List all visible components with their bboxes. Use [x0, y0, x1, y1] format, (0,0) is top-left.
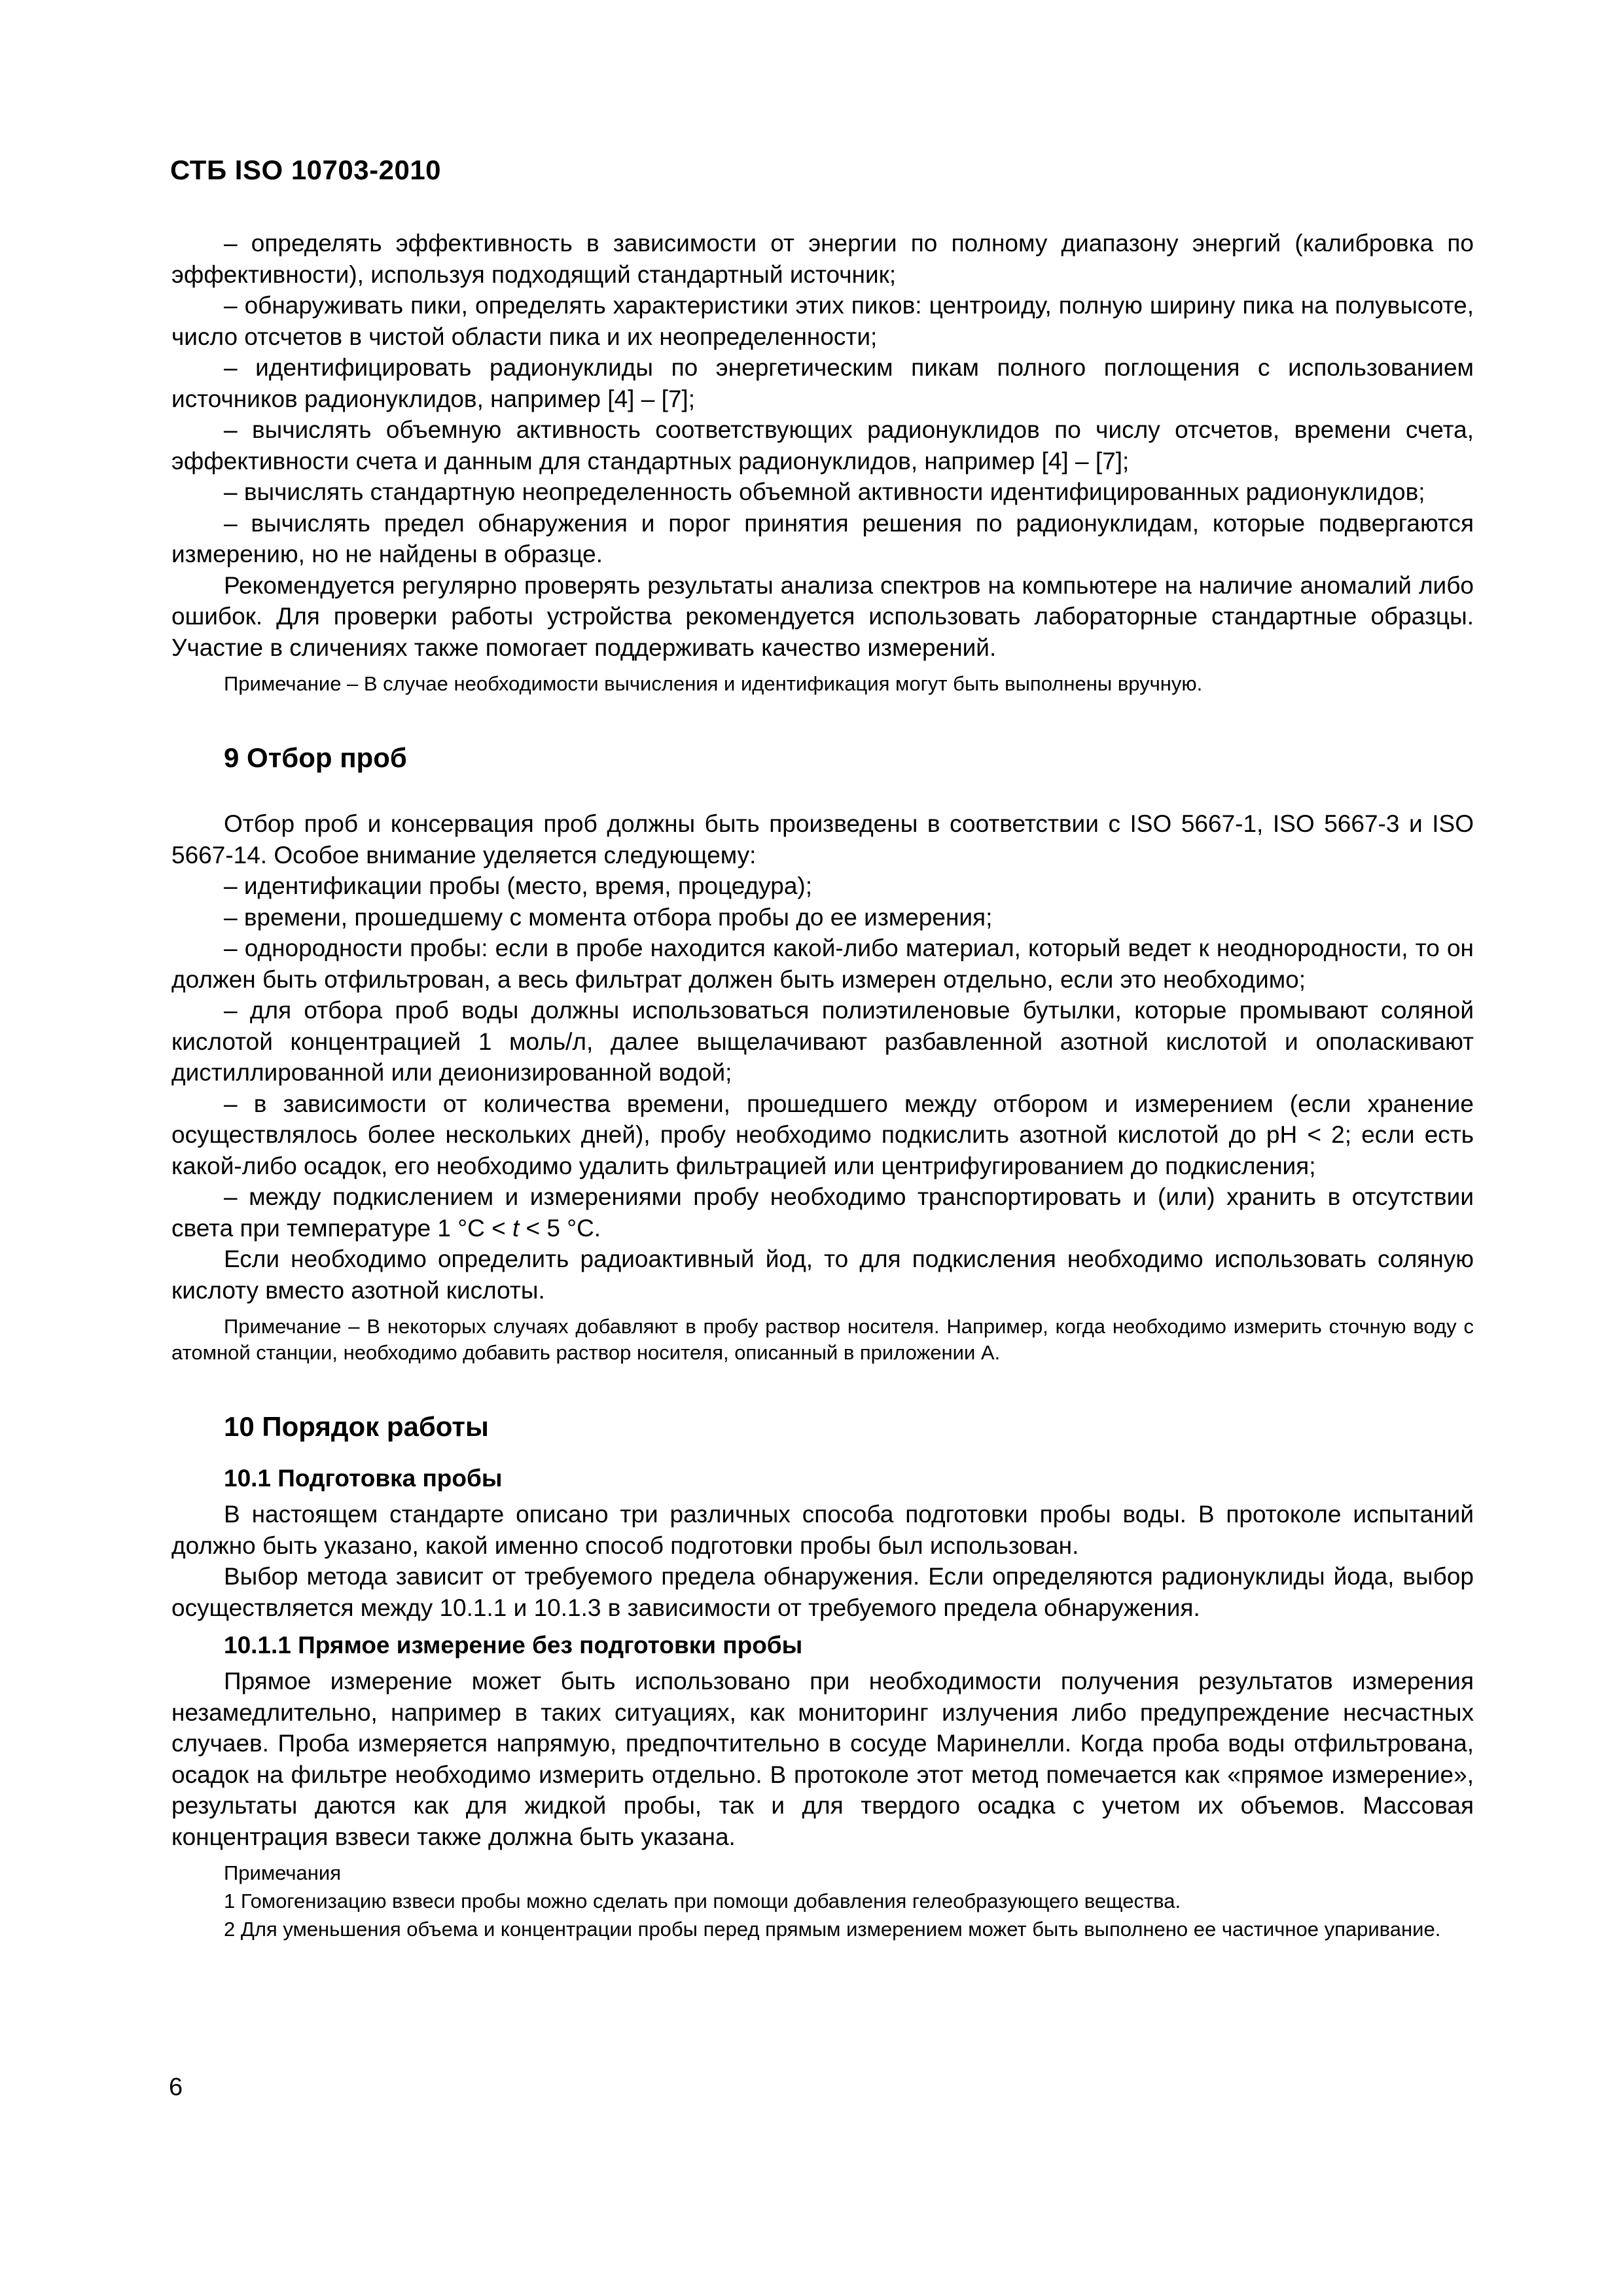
note-manual-calculation: Примечание – В случае необходимости вычисления и идентификация могут быть выполнены вручную.: [224, 672, 1203, 695]
direct-measurement-paragraph: Прямое измерение может быть использовано при необходимости получения результатов измерения незамедлительно, например в таких ситуациях, как мониторинг излучения либо предупреждение несчастных случаев. Проба измеряется напрямую, предпочтительно в сосуде Маринелли. Когда проба воды отфильтрована, осадок на фильтре необходимо измерить отдельно. В протоколе этот метод помечается как «прямое измерение», результаты даются как для жидкой пробы, так и для твердого осадка с учетом их объемов. Массовая концентрация взвеси также должна быть указана.: [171, 1668, 1474, 1850]
sampling-intro-paragraph: Отбор проб и консервация проб должны быть произведены в соответствии с ISO 5667-1, ISO 5667-3 и ISO 5667-14. Особое внимание уделяется следующему:: [171, 810, 1474, 869]
standard-code-header: СТБ ISO 10703-2010: [170, 154, 442, 185]
method-choice-paragraph: Выбор метода зависит от требуемого предела обнаружения. Если определяются радионуклиды йода, выбор осуществляется между 10.1.1 и 10.1.3 в зависимости от требуемого предела обнаружения.: [171, 1563, 1474, 1621]
list-item: – однородности пробы: если в пробе находится какой-либо материал, который ведет к неоднородности, то он должен быть отфильтрован, а весь фильтрат должен быть измерен отдельно, если это необходимо;: [171, 935, 1474, 993]
light-storage-text-end: < 5 °C.: [519, 1214, 601, 1242]
list-item: – определять эффективность в зависимости от энергии по полному диапазону энергий (калибровка по эффективности), используя подходящий стандартный источник;: [171, 230, 1474, 288]
list-item: – вычислять объемную активность соответствующих радионуклидов по числу отсчетов, времени счета, эффективности счета и данным для стандартных радионуклидов, например [4] – [7];: [171, 416, 1474, 475]
list-item: – идентификации пробы (место, время, процедура);: [224, 872, 813, 899]
note-carrier-solution: Примечание – В некоторых случаях добавляют в пробу раствор носителя. Например, когда необходимо измерить сточную воду с атомной станции, необходимо добавить раствор носителя, описанный в приложении А.: [171, 1315, 1474, 1364]
temperature-variable: t: [512, 1214, 520, 1242]
notes-title: Примечания: [224, 1861, 341, 1884]
section-10-heading: 10 Порядок работы: [224, 1411, 489, 1442]
subsection-10-1-1-heading: 10.1.1 Прямое измерение без подготовки пробы: [224, 1632, 803, 1659]
section-9-heading: 9 Отбор проб: [224, 742, 407, 773]
list-item: – вычислять стандартную неопределенность объемной активности идентифицированных радионуклидов;: [224, 478, 1425, 505]
recommendation-paragraph: Рекомендуется регулярно проверять результаты анализа спектров на компьютере на наличие аномалий либо ошибок. Для проверки работы устройства рекомендуется использовать лабораторные стандартные образцы. Участие в сличениях также помогает поддерживать качество измерений.: [171, 571, 1474, 661]
iodine-paragraph: Если необходимо определить радиоактивный йод, то для подкисления необходимо использовать соляную кислоту вместо азотной кислоты.: [171, 1246, 1474, 1304]
list-item: – в зависимости от количества времени, прошедшего между отбором и измерением (если хранение осуществлялось более нескольких дней), пробу необходимо подкислить азотной кислотой до pH < 2; если есть какой-либо осадок, его необходимо удалить фильтрацией или центрифугированием до подкисления;: [171, 1090, 1474, 1179]
preparation-methods-paragraph: В настоящем стандарте описано три различных способа подготовки пробы воды. В протоколе испытаний должно быть указано, какой именно способ подготовки пробы был использован.: [171, 1501, 1474, 1559]
list-item: – обнаруживать пики, определять характеристики этих пиков: центроиду, полную ширину пика на полувысоте, число отсчетов в чистой области пика и их неопределенности;: [171, 292, 1474, 350]
list-item: – вычислять предел обнаружения и порог принятия решения по радионуклидам, которые подвергаются измерению, но не найдены в образце.: [171, 509, 1474, 567]
list-item: – для отбора проб воды должны использоваться полиэтиленовые бутылки, которые промывают соляной кислотой концентрацией 1 моль/л, далее выщелачивают разбавленной азотной кислотой и ополаскивают дистиллированной или деионизированной водой;: [171, 997, 1474, 1086]
light-storage-text: – между подкислением и измерениями пробу необходимо транспортировать и (или) хранить в отсутствии света при температуре 1 °C <: [171, 1183, 1474, 1242]
note-item: 2 Для уменьшения объема и концентрации пробы перед прямым измерением может быть выполнено ее частичное упаривание.: [224, 1918, 1441, 1941]
page-number: 6: [169, 2073, 183, 2101]
list-item-light-storage: [171, 1181, 1474, 1244]
page-body: [171, 228, 1474, 1943]
list-item: – времени, прошедшему с момента отбора пробы до ее измерения;: [224, 903, 993, 931]
list-item: – идентифицировать радионуклиды по энергетическим пикам полного поглощения с использованием источников радионуклидов, например [4] – [7];: [171, 354, 1474, 412]
note-item: 1 Гомогенизацию взвеси пробы можно сделать при помощи добавления гелеобразующего вещества.: [224, 1890, 1181, 1912]
subsection-10-1-heading: 10.1 Подготовка пробы: [224, 1465, 503, 1492]
